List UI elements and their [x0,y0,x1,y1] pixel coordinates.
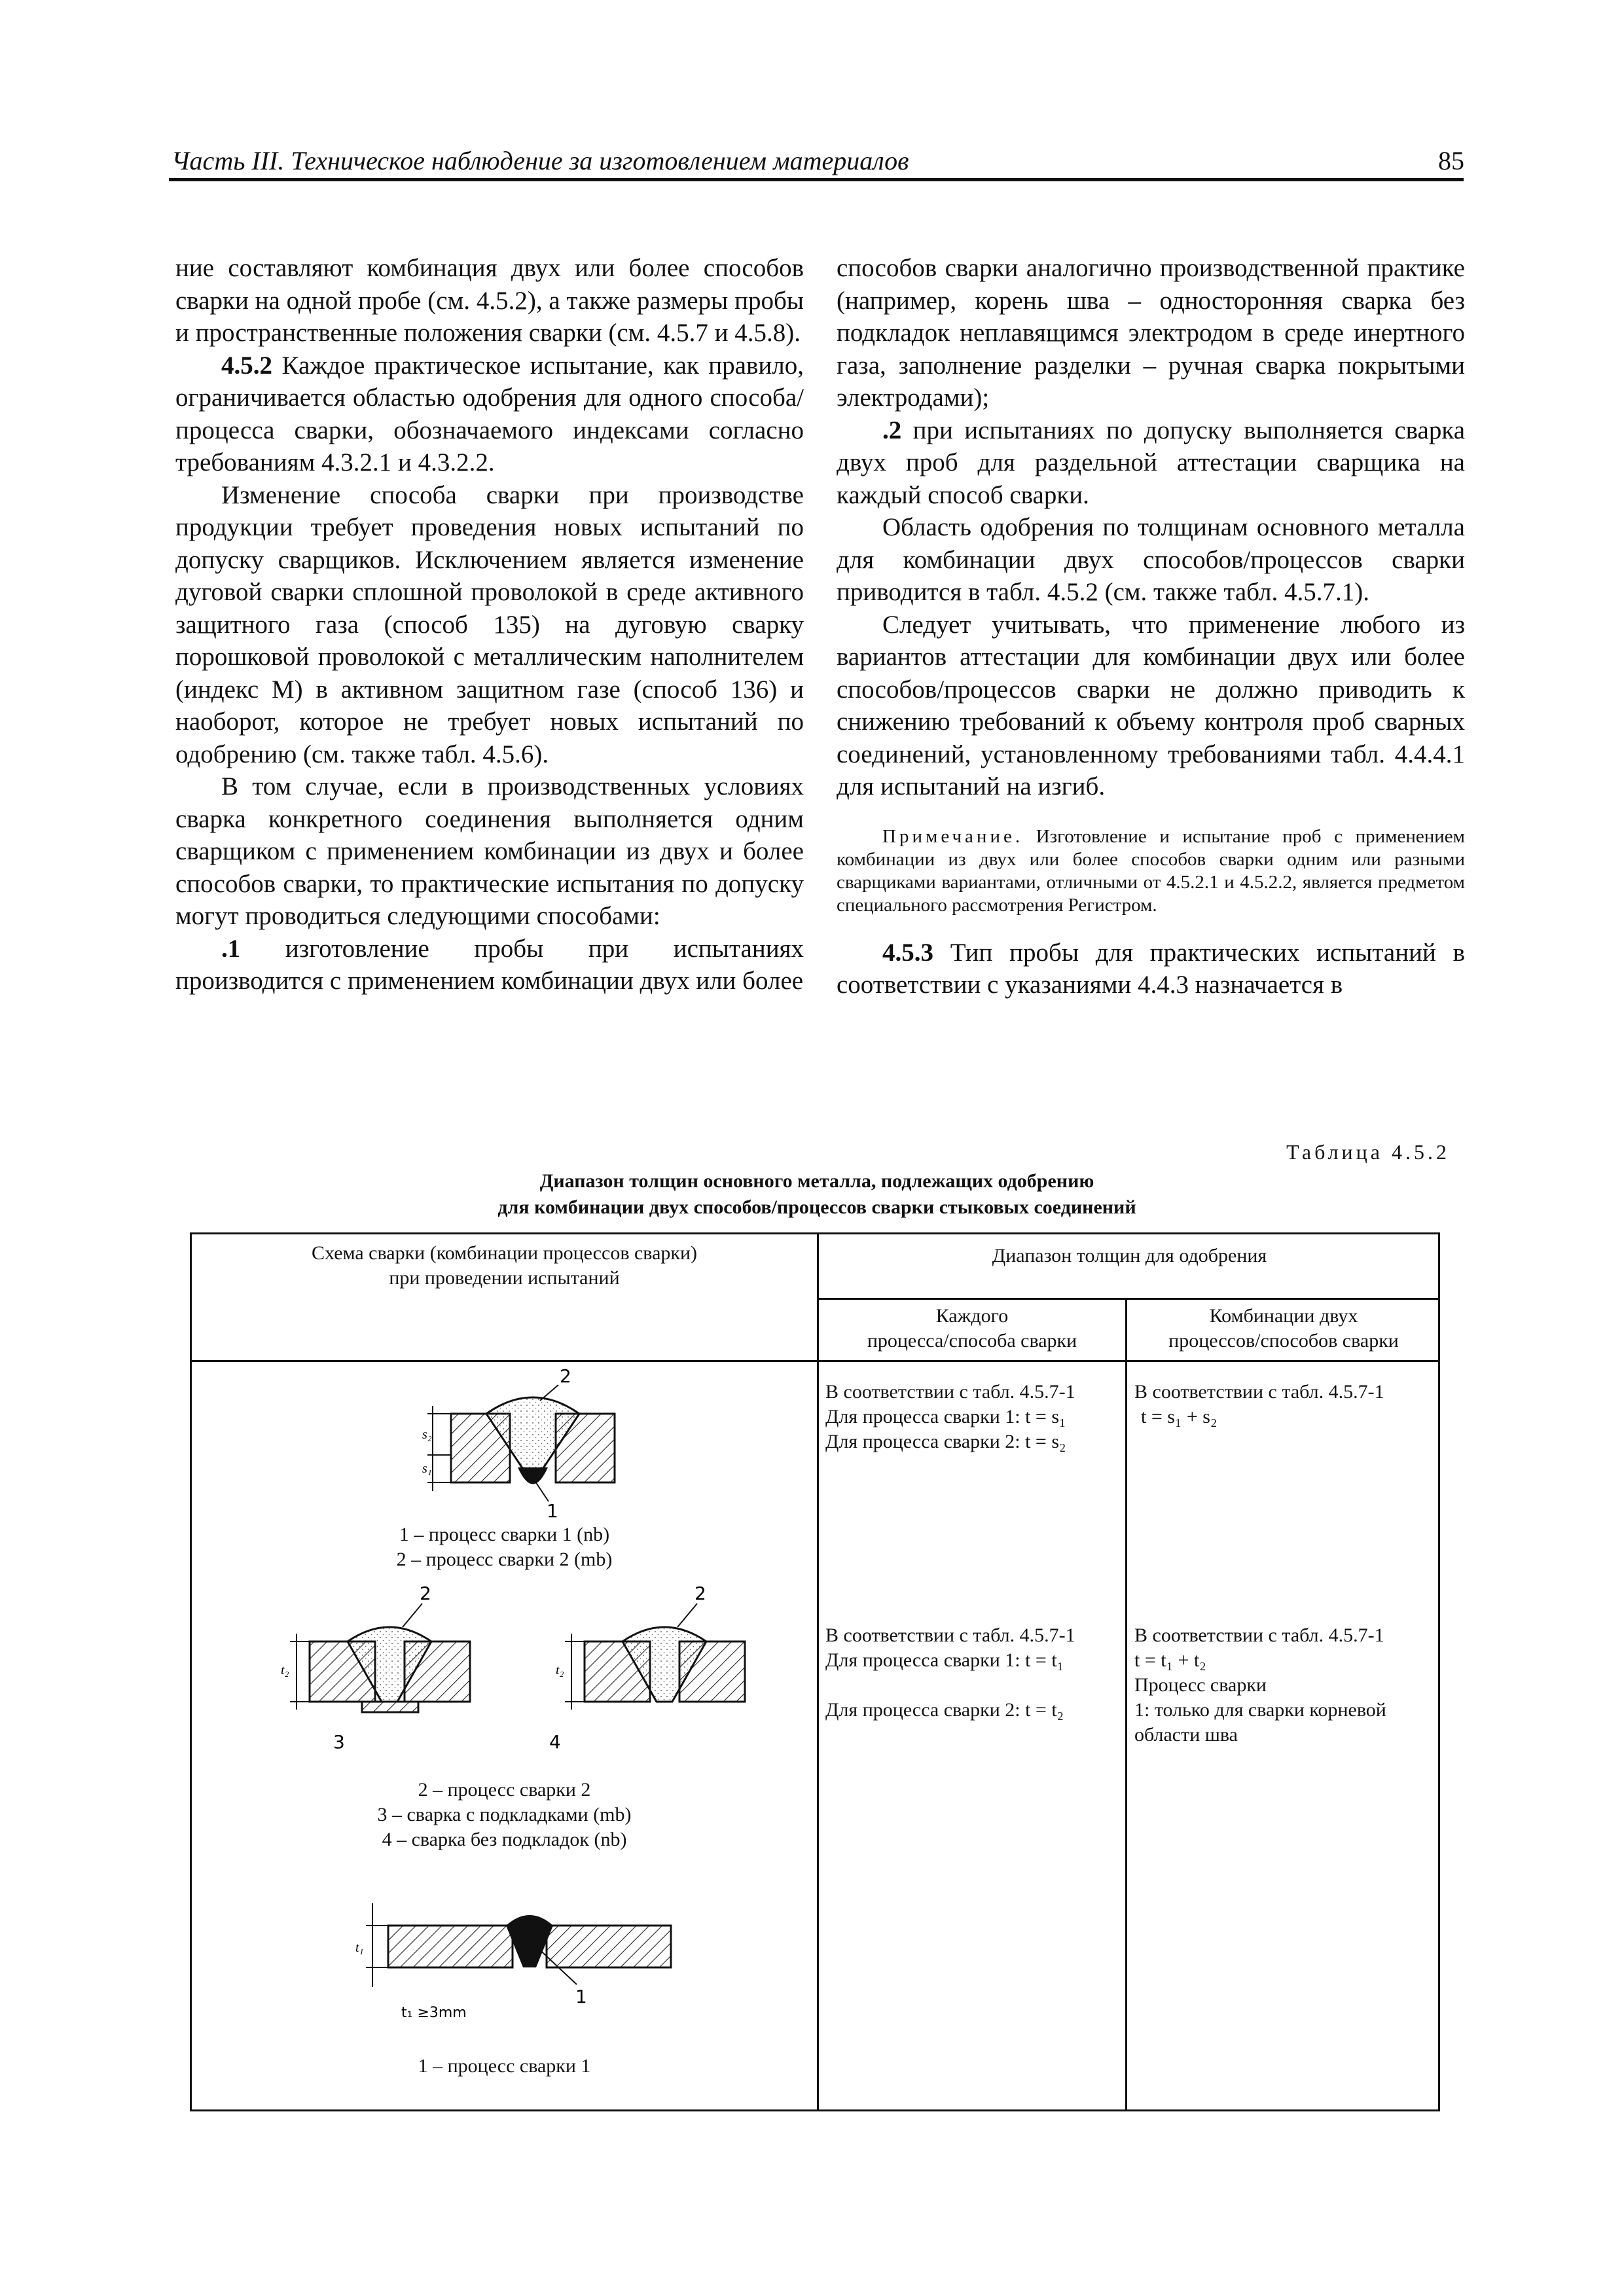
table-divider [192,1360,1440,1362]
header-line: Схема сварки (комбинации процессов сварки) [312,1242,697,1264]
figure-combined-weld [408,1365,643,1543]
dim-t-label: t₂ [281,1663,289,1677]
cell-line: t = s₁ + s₂ [1141,1406,1218,1427]
table-title-line: Диапазон толщин основного металла, подлежащих одобрению [539,1170,1094,1192]
cell-line: t = t₁ + t₂ [1134,1649,1206,1671]
row2-caption [192,1778,817,1852]
cell-line: Для процесса сварки 2: t = t₂ [825,1699,1064,1721]
left-column [175,252,804,997]
row2-each-cell [825,1623,1120,1723]
paragraph-text: изготовление пробы при испытаниях производится с применением комбинации двух или более [175,934,804,995]
paragraph: В том случае, если в производственных условиях сварка конкретного соединения выполняется одним сварщиком с применением комбинации из двух и более способов сварки, то практические испытания по допуску могут проводиться следующими способами: [175,772,804,930]
plate-right [547,1926,671,1967]
cell-line: В соответствии с табл. 4.5.7-1 [1134,1381,1384,1403]
figure-without-backing [513,1583,787,1758]
row2-comb-cell [1134,1623,1435,1748]
table-divider [817,1234,819,2109]
cell-line: Для процесса сварки 1: t = t₁ [825,1649,1064,1671]
header-line: Каждого [935,1305,1009,1327]
caption-line: 1 – процесс сварки 1 [418,2055,591,2077]
thickness-range-table [190,1232,1440,2111]
cell-line: Процесс сварки [1134,1674,1267,1696]
cell-line: 1: только для сварки корневой [1134,1699,1386,1721]
cell-line: Для процесса сварки 1: t = s₁ [825,1406,1066,1427]
callout-4: 4 [549,1731,561,1753]
table-label: Таблица 4.5.2 [1286,1140,1450,1164]
cell-line: Для процесса сварки 2: t = s₂ [825,1431,1066,1452]
note [837,825,1465,917]
figure-with-backing [238,1583,513,1758]
cell-line: области шва [1134,1724,1238,1746]
list-number: .1 [221,934,241,963]
header-rule [169,178,1464,181]
row1-caption [192,1522,817,1572]
callout-2: 2 [560,1365,571,1387]
section-number: 4.5.3 [882,938,933,967]
paragraph: способов сварки аналогично производственной практике (например, корень шва – односторонняя сварка без подкладок неплавящимся электродом в среде инертного газа, заполнение разделки – ручная сварка покрытыми электродами); [837,254,1465,412]
header-line: Комбинации двух [1209,1305,1358,1327]
list-item-2 [837,414,1465,512]
caption-line: 1 – процесс сварки 1 (nb) [399,1524,610,1545]
header-line: процессов/способов сварки [1168,1330,1399,1352]
dim-s1-label: s₁ [422,1462,432,1476]
cell-line: В соответствии с табл. 4.5.7-1 [1134,1624,1384,1646]
callout-1: 1 [575,1986,587,2007]
paragraph: Следует учитывать, что применение любого из вариантов аттестации для комбинации двух или более способов/процессов сварки не должно приводить к снижению требований к объему контроля проб сварных соединений, установленному требованиями табл. 4.4.4.1 для испытаний на изгиб. [837,610,1465,800]
paragraph: ние составляют комбинация двух или более способов сварки на одной пробе (см. 4.5.2), а также размеры пробы и пространственные положения сварки (см. 4.5.7 и 4.5.8). [175,254,804,347]
paragraph-text: при испытаниях по допуску выполняется сварка двух проб для раздельной аттестации сварщика на каждый способ сварки. [837,416,1465,509]
root-weld [518,1467,548,1484]
paragraph: Изменение способа сварки при производстве продукции требует проведения новых испытаний по допуску сварщиков. Исключением является изменение дуговой сварки сплошной проволокой в среде активного защитного газа (способ 135) на дуговую сварку порошковой проволокой с металлическим наполнителем (индекс М) в активном защитном газе (способ 136) и наоборот, которое не требует новых испытаний по одобрению (см. также табл. 4.5.6). [175,480,804,768]
dim-t-label: t₂ [556,1663,564,1677]
header-scheme [192,1241,817,1291]
cell-line: В соответствии с табл. 4.5.7-1 [825,1624,1075,1646]
note-text: Изготовление и испытание проб с применением комбинации из двух или более способов сварки одним или разными сварщиками вариантами, отличными от 4.5.2.1 и 4.5.2.2, является предметом специального рассмотрения Регистром. [837,825,1465,916]
backing-strip [362,1702,418,1712]
row3-caption [192,2054,817,2079]
callout-2: 2 [420,1583,431,1604]
header-range: Диапазон толщин для одобрения [992,1245,1267,1266]
header-line: при проведении испытаний [389,1267,620,1289]
list-number: .2 [882,416,902,444]
paragraph-4-5-3 [837,937,1465,1001]
header-each-process [819,1304,1125,1354]
thickness-condition: t₁ ≥3mm [401,2005,467,2021]
running-header-title: Часть III. Техническое наблюдение за изготовлением материалов [171,146,909,175]
caption-line: 4 – сварка без подкладок (nb) [382,1829,627,1850]
caption-line: 2 – процесс сварки 2 [418,1779,591,1801]
cell-line: В соответствии с табл. 4.5.7-1 [825,1381,1075,1403]
note-label: Примечание. [882,825,1024,847]
paragraph-4-5-2 [175,350,804,479]
page-number: 85 [1438,146,1464,175]
paragraph-text: Тип пробы для практических испытаний в соответствии с указаниями 4.4.3 назначается в [837,938,1465,999]
table-divider [1125,1298,1127,2109]
table-title-line: для комбинации двух способов/процессов сварки стыковых соединений [497,1196,1136,1218]
callout-3: 3 [333,1731,345,1753]
caption-line: 2 – процесс сварки 2 (mb) [396,1549,613,1570]
caption-line: 3 – сварка с подкладками (mb) [377,1804,632,1825]
callout-1: 1 [547,1500,558,1522]
table-title [175,1168,1458,1221]
callout-2: 2 [695,1583,706,1604]
header-line: процесса/способа сварки [867,1330,1077,1352]
paragraph-text: Каждое практическое испытание, как правило, ограничивается областью одобрения для одного способа/процесса сварки, обозначаемого индексами согласно требованиям 4.3.2.1 и 4.3.2.2. [175,351,804,476]
row1-comb-cell [1134,1380,1435,1429]
paragraph: Область одобрения по толщинам основного металла для комбинации двух способов/процессов сварки приводится в табл. 4.5.2 (см. также табл. 4.5.7.1). [837,513,1465,606]
section-number: 4.5.2 [221,351,272,380]
figure-single-process [310,1889,715,2033]
plate-left [388,1926,513,1967]
dim-t1-label: t₁ [355,1941,364,1955]
right-column [837,252,1465,1001]
dim-s2-label: s₂ [422,1427,432,1442]
cell-line [825,1673,1120,1698]
row1-each-cell [825,1380,1120,1454]
list-item-1 [175,933,804,997]
table-divider [817,1298,1440,1300]
header-combination [1127,1304,1440,1354]
